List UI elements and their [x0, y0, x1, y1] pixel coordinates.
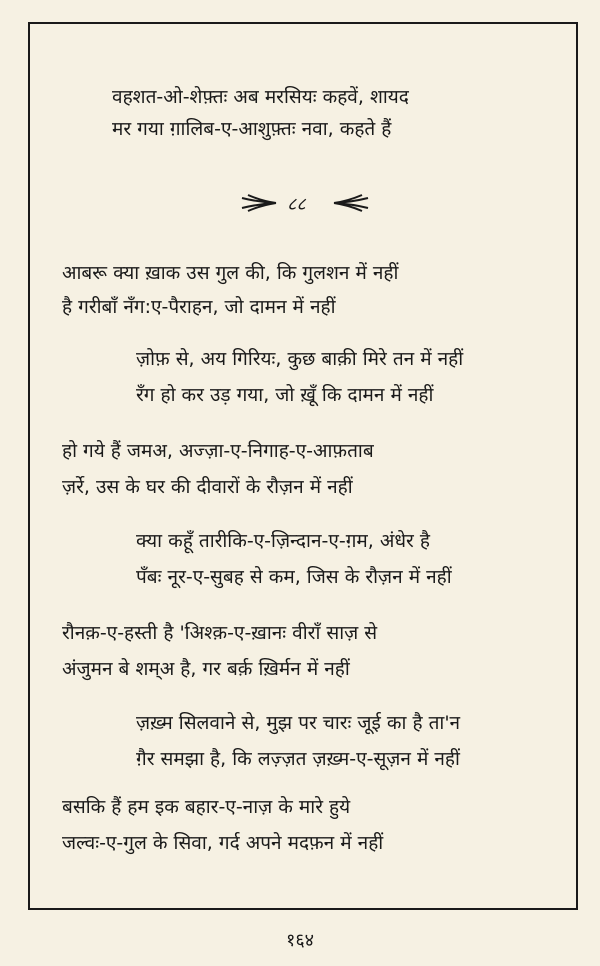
couplet-2-line-2: रँग हो कर उड़ गया, जो ख़ूँ कि दामन में नहीं: [136, 384, 434, 406]
couplet-3-line-1: हो गये हैं जमअ, अज्ज़ा-ए-निगाह-ए-आफ़ताब: [62, 440, 374, 462]
couplet-5-line-2: अंजुमन बे शम्अ है, गर बर्क़ ख़िर्मन में नहीं: [62, 658, 350, 680]
couplet-4-line-2: पँबः नूर-ए-सुबह से कम, जिस के रौज़न में नहीं: [136, 566, 452, 588]
ghazal-number-ornament: [240, 192, 370, 214]
couplet-4-line-1: क्या कहूँ तारीकि-ए-ज़िन्दान-ए-ग़म, अंधेर है: [136, 530, 430, 552]
couplet-3-line-2: ज़र्रे, उस के घर की दीवारों के रौज़न में नहीं: [62, 476, 353, 498]
couplet-1-line-1: आबरू क्या ख़ाक उस गुल की, कि गुलशन में नहीं: [62, 262, 399, 284]
couplet-6-line-2: ग़ैर समझा है, कि लज़्ज़त ज़ख़्म-ए-सूज़न में नहीं: [136, 748, 460, 770]
intro-line-2: मर गया ग़ालिब-ए-आशुफ़्तः नवा, कहते हैं: [112, 118, 392, 140]
couplet-1-line-2: है गरीबाँ नँग:ए-पैराहन, जो दामन में नहीं: [62, 296, 336, 318]
page-border: [28, 22, 578, 910]
page-number: १६४: [285, 930, 315, 951]
couplet-5-line-1: रौनक़-ए-हस्ती है 'अिश्क़-ए-ख़ानः वीराँ साज़ से: [62, 622, 378, 644]
couplet-7-line-1: बसकि हैं हम इक बहार-ए-नाज़ के मारे हुये: [62, 796, 351, 818]
couplet-6-line-1: ज़ख़्म सिलवाने से, मुझ पर चारः जूई का है ता'न: [136, 712, 461, 734]
ghazal-number: ८८: [287, 194, 306, 215]
intro-line-1: वहशत-ओ-शेफ़्तः अब मरसियः कहवें, शायद: [112, 86, 409, 108]
couplet-2-line-1: ज़ोफ़ से, अय गिरियः, कुछ बाक़ी मिरे तन में नहीं: [136, 348, 464, 370]
couplet-7-line-2: जल्वः-ए-गुल के सिवा, गर्द अपने मदफ़न में नहीं: [62, 832, 384, 854]
